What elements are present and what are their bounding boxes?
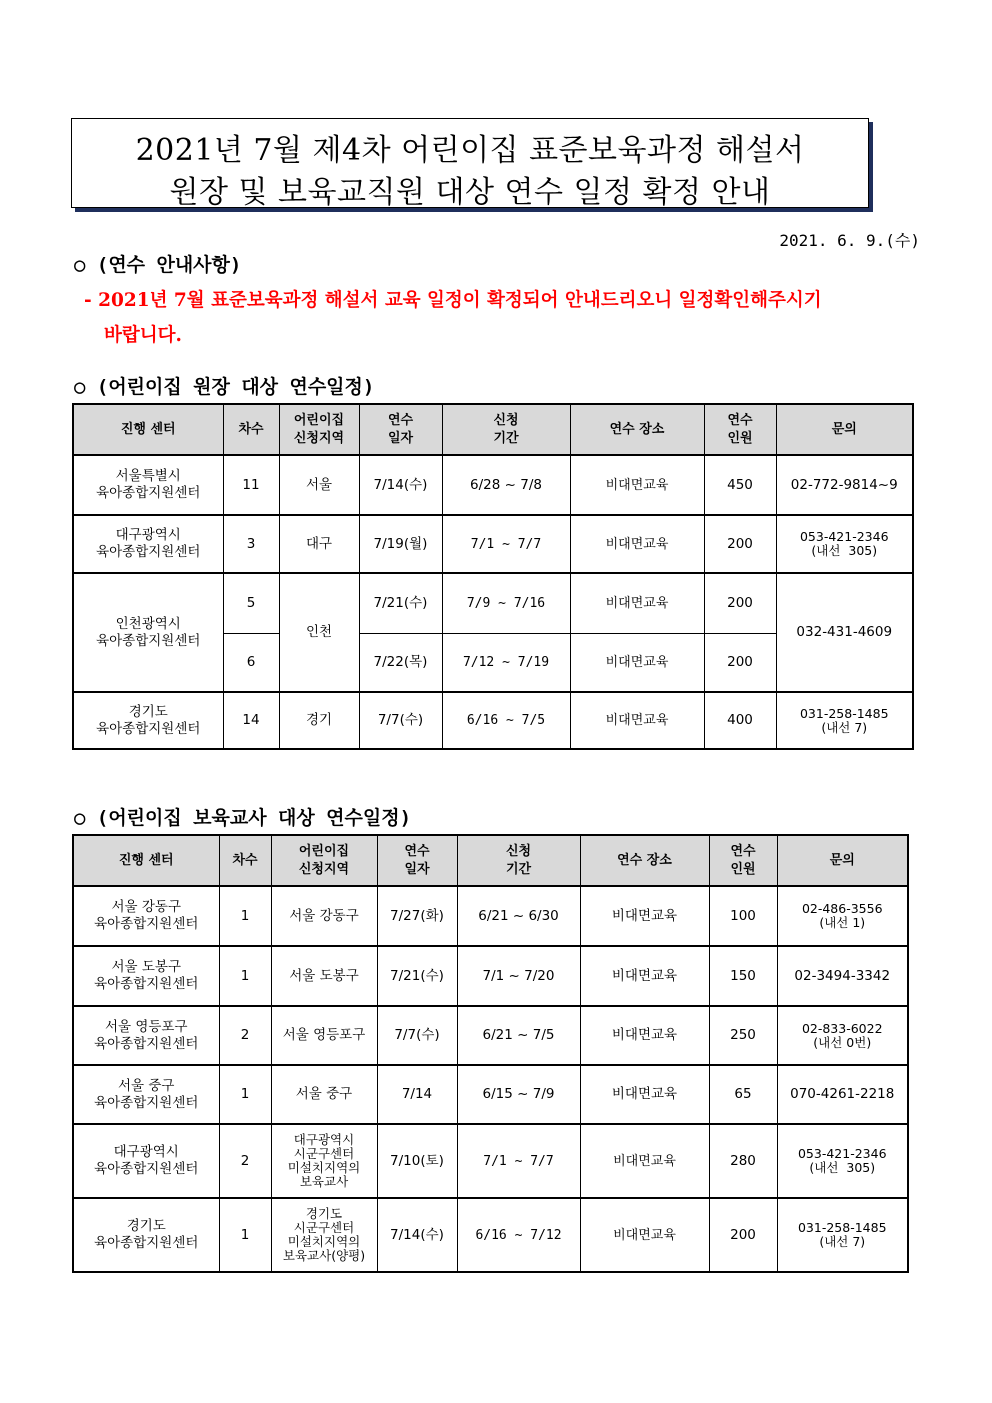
table-row: [73, 455, 913, 515]
header-venue: 연수 장소: [570, 404, 704, 455]
header-date: 연수 일자: [377, 835, 457, 886]
period-cell: 6/21 ~ 7/5: [457, 1006, 580, 1065]
region-cell: 경기: [279, 692, 359, 749]
count-cell: 200: [709, 1198, 777, 1272]
date-cell: 7/21(수): [359, 573, 442, 633]
director-schedule-table: [72, 403, 914, 750]
contact-cell: 053-421-2346 (내선 305): [777, 1124, 908, 1198]
date-cell: 7/27(화): [377, 886, 457, 946]
center-cell: 서울 강동구 육아종합지원센터: [73, 886, 219, 946]
contact-cell: 02-486-3556 (내선 1): [777, 886, 908, 946]
date-cell: 7/10(토): [377, 1124, 457, 1198]
round-cell: 11: [223, 455, 279, 515]
header-count: 연수 인원: [709, 835, 777, 886]
region-cell: 서울 도봉구: [271, 946, 377, 1006]
venue-cell: 비대면교육: [570, 692, 704, 749]
notice-heading: ○ (연수 안내사항): [74, 254, 242, 276]
title-line-2: 원장 및 보육교직원 대상 연수 일정 확정 안내: [169, 175, 771, 210]
center-cell: 서울특별시 육아종합지원센터: [73, 455, 223, 515]
table-row: [73, 1006, 908, 1065]
header-center: 진행 센터: [73, 835, 219, 886]
venue-cell: 비대면교육: [570, 573, 704, 633]
period-cell: 7/9 ~ 7/16: [442, 573, 570, 633]
region-cell: 경기도 시군구센터 미설치지역의 보육교사(양평): [271, 1198, 377, 1272]
document-date: 2021. 6. 9.(수): [779, 231, 920, 250]
header-contact: 문의: [777, 835, 908, 886]
header-round: 차수: [223, 404, 279, 455]
round-cell: 1: [219, 1198, 271, 1272]
header-period: 신청 기간: [442, 404, 570, 455]
date-cell: 7/14(수): [377, 1198, 457, 1272]
count-cell: 150: [709, 946, 777, 1006]
date-cell: 7/14: [377, 1065, 457, 1124]
title-box: [71, 118, 869, 208]
contact-cell: 070-4261-2218: [777, 1065, 908, 1124]
center-cell: 서울 도봉구 육아종합지원센터: [73, 946, 219, 1006]
table-row: [73, 1124, 908, 1198]
venue-cell: 비대면교육: [580, 1006, 709, 1065]
director-schedule-heading: ○ (어린이집 원장 대상 연수일정): [74, 376, 375, 398]
date-cell: 7/14(수): [359, 455, 442, 515]
teacher-schedule-table: [72, 834, 909, 1273]
round-cell: 1: [219, 886, 271, 946]
period-cell: 7/12 ~ 7/19: [442, 633, 570, 692]
table-row: [73, 573, 913, 633]
header-date: 연수 일자: [359, 404, 442, 455]
round-cell: 1: [219, 1065, 271, 1124]
region-cell: 서울 중구: [271, 1065, 377, 1124]
round-cell: 5: [223, 573, 279, 633]
notice-line-2: 바랍니다.: [104, 325, 182, 346]
region-cell: 서울 영등포구: [271, 1006, 377, 1065]
count-cell: 200: [704, 633, 776, 692]
period-cell: 6/16 ~ 7/5: [442, 692, 570, 749]
venue-cell: 비대면교육: [580, 1065, 709, 1124]
header-period: 신청 기간: [457, 835, 580, 886]
table-header-row: [73, 404, 913, 455]
count-cell: 200: [704, 573, 776, 633]
header-center: 진행 센터: [73, 404, 223, 455]
contact-cell: 02-3494-3342: [777, 946, 908, 1006]
venue-cell: 비대면교육: [580, 1124, 709, 1198]
count-cell: 400: [704, 692, 776, 749]
count-cell: 250: [709, 1006, 777, 1065]
contact-cell: 02-833-6022 (내선 0번): [777, 1006, 908, 1065]
period-cell: 7/1 ~ 7/7: [457, 1124, 580, 1198]
center-cell: 서울 영등포구 육아종합지원센터: [73, 1006, 219, 1065]
notice-line-1: - 2021년 7월 표준보육과정 해설서 교육 일정이 확정되어 안내드리오니 일정확인해주시기: [84, 290, 822, 311]
center-cell: 경기도 육아종합지원센터: [73, 692, 223, 749]
table-row: [73, 692, 913, 749]
table-row: [73, 1198, 908, 1272]
period-cell: 6/15 ~ 7/9: [457, 1065, 580, 1124]
venue-cell: 비대면교육: [570, 633, 704, 692]
period-cell: 7/1 ~ 7/20: [457, 946, 580, 1006]
region-cell: 대구광역시 시군구센터 미설치지역의 보육교사: [271, 1124, 377, 1198]
table-header-row: [73, 835, 908, 886]
contact-cell: 02-772-9814~9: [776, 455, 913, 515]
table-row: [73, 946, 908, 1006]
period-cell: 6/28 ~ 7/8: [442, 455, 570, 515]
header-round: 차수: [219, 835, 271, 886]
center-cell: 서울 중구 육아종합지원센터: [73, 1065, 219, 1124]
round-cell: 1: [219, 946, 271, 1006]
venue-cell: 비대면교육: [580, 1198, 709, 1272]
header-count: 연수 인원: [704, 404, 776, 455]
date-cell: 7/21(수): [377, 946, 457, 1006]
count-cell: 280: [709, 1124, 777, 1198]
count-cell: 450: [704, 455, 776, 515]
header-region: 어린이집 신청지역: [271, 835, 377, 886]
table-row: [73, 886, 908, 946]
date-cell: 7/22(목): [359, 633, 442, 692]
header-contact: 문의: [776, 404, 913, 455]
region-cell: 대구: [279, 515, 359, 573]
header-region: 어린이집 신청지역: [279, 404, 359, 455]
contact-cell: 053-421-2346 (내선 305): [776, 515, 913, 573]
center-cell: 인천광역시 육아종합지원센터: [73, 573, 223, 692]
venue-cell: 비대면교육: [570, 455, 704, 515]
period-cell: 6/21 ~ 6/30: [457, 886, 580, 946]
title-line-1: 2021년 7월 제4차 어린이집 표준보육과정 해설서: [135, 133, 805, 168]
center-cell: 대구광역시 육아종합지원센터: [73, 1124, 219, 1198]
count-cell: 65: [709, 1065, 777, 1124]
period-cell: 6/16 ~ 7/12: [457, 1198, 580, 1272]
region-cell: 서울: [279, 455, 359, 515]
header-venue: 연수 장소: [580, 835, 709, 886]
venue-cell: 비대면교육: [570, 515, 704, 573]
table-row: [73, 1065, 908, 1124]
contact-cell: 032-431-4609: [776, 573, 913, 692]
period-cell: 7/1 ~ 7/7: [442, 515, 570, 573]
venue-cell: 비대면교육: [580, 946, 709, 1006]
center-cell: 경기도 육아종합지원센터: [73, 1198, 219, 1272]
venue-cell: 비대면교육: [580, 886, 709, 946]
date-cell: 7/7(수): [377, 1006, 457, 1065]
round-cell: 2: [219, 1124, 271, 1198]
contact-cell: 031-258-1485 (내선 7): [777, 1198, 908, 1272]
date-cell: 7/7(수): [359, 692, 442, 749]
region-cell: 인천: [279, 573, 359, 692]
count-cell: 200: [704, 515, 776, 573]
round-cell: 2: [219, 1006, 271, 1065]
count-cell: 100: [709, 886, 777, 946]
center-cell: 대구광역시 육아종합지원센터: [73, 515, 223, 573]
teacher-schedule-heading: ○ (어린이집 보육교사 대상 연수일정): [74, 807, 412, 829]
date-cell: 7/19(월): [359, 515, 442, 573]
region-cell: 서울 강동구: [271, 886, 377, 946]
round-cell: 14: [223, 692, 279, 749]
contact-cell: 031-258-1485 (내선 7): [776, 692, 913, 749]
round-cell: 3: [223, 515, 279, 573]
table-row: [73, 515, 913, 573]
round-cell: 6: [223, 633, 279, 692]
